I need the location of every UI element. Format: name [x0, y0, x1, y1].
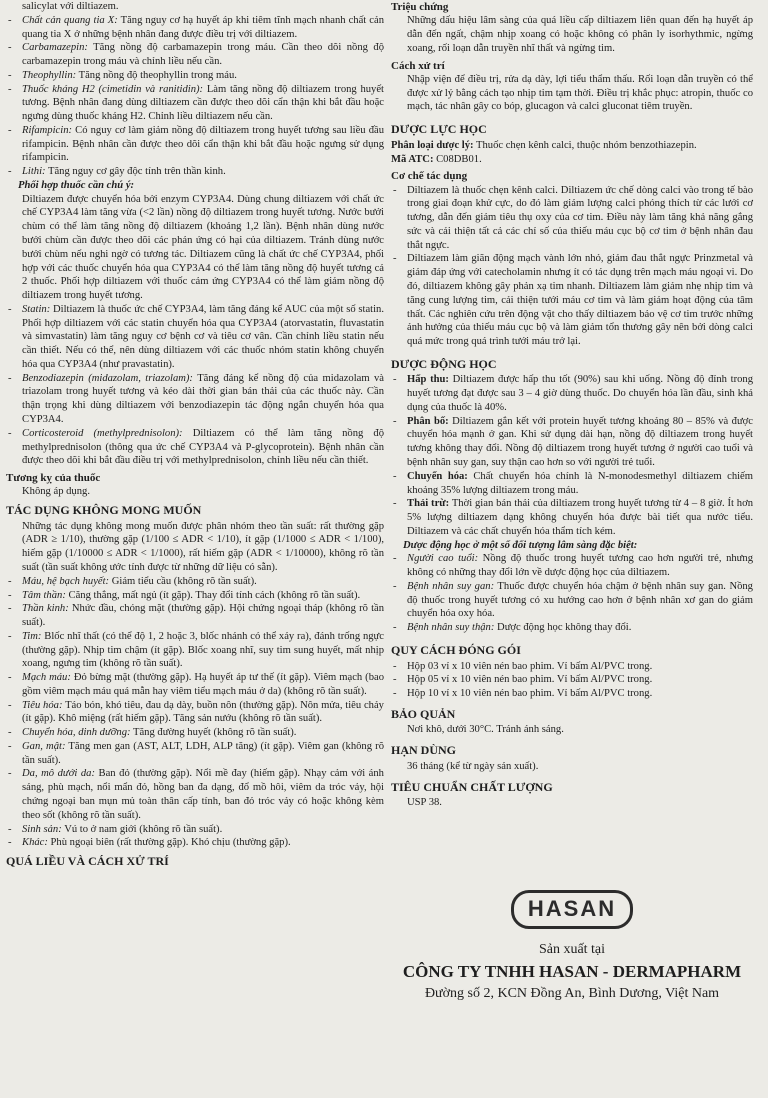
ae-list [6, 575, 384, 850]
pk-list [391, 373, 753, 538]
interaction-list-2 [6, 303, 384, 468]
standard-heading: TIÊU CHUẨN CHẤT LƯỢNG [391, 779, 553, 794]
pd-heading: DƯỢC LỰC HỌC [391, 122, 487, 137]
pk-special-heading: Dược động học ở một số đối tượng lâm sàng đặc biệt: [403, 539, 638, 551]
hasan-logo: HASAN [511, 890, 633, 929]
list-item: - Khác: Phù ngoại biên (rất thường gặp). Khó chịu (thường gặp). [8, 837, 291, 849]
list-item: - Hộp 03 vỉ x 10 viên nén bao phim. Vỉ bấm Al/PVC trong. [393, 660, 653, 672]
list-item: - Da, mô dưới da: Ban đỏ (thường gặp). Nổi mề đay (hiếm gặp). Nhạy cảm với ánh sáng, phù mạch, nổi mẩn đỏ, hồng ban đa dạng, đổ mồ hôi, viêm da tróc vảy, hội chứng ngoại ban mụn mủ toàn thân cấp tính, ban đỏ tróc vảy có hoặc không kèm theo sốt (không rõ tần suất). [8, 768, 384, 821]
storage-text: Nơi khô, dưới 30°C. Tránh ánh sáng. [407, 724, 564, 736]
list-item: - Benzodiazepin (midazolam, triazolam): Tăng đáng kể nồng độ của midazolam và triazolam trong huyết tương và kéo dài thời gian bán thải của các thuốc này. Cần thận trọng khi dùng diltiazem với benzodiazepin tác động ngắn chuyển hóa qua CYP3A4. [8, 372, 384, 425]
list-item: - Gan, mật: Tăng men gan (AST, ALT, LDH, ALP tăng) (ít gặp). Viêm gan (không rõ tần suất). [8, 740, 384, 766]
symptoms-text: Những dấu hiệu lâm sàng của quá liều cấp diltiazem liên quan đến hạ huyết áp dẫn đến ngất, chậm nhịp xoang có hoặc không có phân ly isorhythmic, ngừng xoang, rối loạn dẫn truyền nhĩ thất và ngừng tim. [407, 15, 753, 54]
logo-area [391, 890, 753, 929]
list-item: - Mạch máu: Đỏ bừng mặt (thường gặp). Hạ huyết áp tư thế (ít gặp). Viêm mạch (bao gồm viêm mạch máu quá mẫn hay viêm tiểu mạch máu ở da) (không rõ tần suất). [8, 672, 384, 697]
list-item: - Chuyển hóa, dinh dưỡng: Tăng đường huyết (không rõ tần suất). [8, 727, 297, 739]
pack-heading: QUY CÁCH ĐÓNG GÓI [391, 642, 521, 657]
list-item: - Thuốc kháng H2 (cimetidin và ranitidin): Làm tăng nồng độ diltiazem trong huyết tương. Bệnh nhân đang dùng diltiazem cần được theo dõi cẩn thận khi bắt đầu hoặc ngưng dùng thuốc kháng H2. Chỉnh liều diltiazem nếu cần. [8, 83, 384, 123]
shelf-heading: HẠN DÙNG [391, 743, 456, 758]
pack-list [391, 660, 753, 701]
pd-group: Phân loại dược lý: Thuốc chẹn kênh calci, thuộc nhóm benzothiazepin. [391, 139, 697, 151]
list-item: - Bệnh nhân suy gan: Thuốc được chuyển hóa chậm ở bệnh nhân suy gan. Nồng độ thuốc trong huyết tương có xu hướng cao hơn ở bệnh nhân xơ gan do giảm chuyển hóa oxy hóa. [393, 580, 753, 620]
pk-special-list [391, 552, 753, 635]
standard-text: USP 38. [407, 797, 442, 809]
list-item: - Hấp thu: Diltiazem được hấp thu tốt (90%) sau khi uống. Nồng độ đỉnh trong huyết tương đạt được sau 3 – 4 giờ dùng thuốc. Do chuyển hóa lần đầu, sinh khả dụng của thuốc là 40%. [393, 374, 753, 413]
list-item: - Sinh sản: Vú to ở nam giới (không rõ tần suất). [8, 823, 223, 835]
list-item: - Theophyllin: Tăng nồng độ theophyllin trong máu. [8, 69, 237, 81]
treatment-heading: Cách xử trí [391, 59, 445, 72]
storage-heading: BẢO QUẢN [391, 706, 456, 721]
shelf-text: 36 tháng (kể từ ngày sản xuất). [407, 760, 539, 772]
list-item: - Chuyển hóa: Chất chuyển hóa chính là N-monodesmethyl diltiazem chiếm khoảng 35% lượng diltiazem trong máu. [393, 470, 753, 496]
moa-heading: Cơ chế tác dụng [391, 170, 468, 183]
list-item: - Thần kinh: Nhức đầu, chóng mặt (thường gặp). Hội chứng ngoại tháp (không rõ tần suất). [8, 603, 385, 629]
list-item: - Phân bố: Diltiazem gắn kết với protein huyết tương khoảng 80 – 85% và được chuyển hóa mạnh ở gan. Khi sử dụng dài hạn, nồng độ diltiazem trong huyết tương không thay đổi. Nồng độ diltiazem trong huyết tương ở người cao tuổi và bệnh nhân suy gan, suy thận cao hơn so với người trẻ tuổi. [393, 415, 753, 468]
combo-text: Diltiazem được chuyển hóa bởi enzym CYP3A4. Dùng chung diltiazem với chất ức chế CYP3A4 làm tăng vừa (<2 lần) nồng độ diltiazem trong huyết tương. Nước bưởi chùm có thể làm tăng nồng độ diltiazem (khoảng 1,2 lần). Bệnh nhân dùng nước bưởi chùm cần được theo dõi các phản ứng có hại của diltiazem. Tránh dùng nước bưởi chùm nếu nghi ngờ có tương tác. Diltiazem cũng là chất ức chế CYP3A4, phối hợp với các thuốc chuyển hóa qua CYP3A4 có thể làm tăng nồng độ huyết tương cả 2 thuốc. Phối hợp diltiazem với thuốc cảm ứng CYP3A4 có thể làm giảm nồng độ diltiazem trong huyết tương. [22, 193, 384, 302]
made-in-label: Sản xuất tại [538, 941, 606, 957]
ae-intro: Những tác dụng không mong muốn được phân nhóm theo tần suất: rất thường gặp (ADR ≥ 1/10), thường gặp (1/100 ≤ ADR < 1/10), ít gặp (1/1000 ≤ ADR < 1/100), hiếm gặp (1/10000 ≤ ADR < 1/1000), rất hiếm gặp (ADR < 1/10000), không rõ tần suất (tần suất không ước tính được từ những dữ liệu có sẵn). [22, 520, 384, 573]
compat-text: Không áp dụng. [22, 486, 90, 498]
intro-line: salicylat với diltiazem. [22, 1, 119, 12]
treatment-text: Nhập viện để điều trị, rửa dạ dày, lợi tiểu thẩm thấu. Rối loạn dẫn truyền có thể được xử lý bằng cách tạo nhịp tim tạm thời. Điều trị khắc phục: atropin, thuốc co mạch, tác nhân gây co bóp, glucagon và calci gluconat tiêm truyền. [407, 73, 753, 113]
list-item: - Thải trừ: Thời gian bán thải của diltiazem trong huyết tương từ 4 – 8 giờ. Ít hơn 5% lượng diltiazem dạng không chuyển hóa được bài tiết qua nước tiểu. Diltiazem và các chất chuyển hóa thẩm tích kém. [393, 498, 753, 537]
list-item: - Hộp 05 vỉ x 10 viên nén bao phim. Vỉ bấm Al/PVC trong. [393, 674, 653, 686]
company-name: CÔNG TY TNHH HASAN - DERMAPHARM [402, 961, 742, 981]
symptoms-heading: Triệu chứng [391, 1, 449, 13]
list-item: - Máu, hệ bạch huyết: Giảm tiểu cầu (không rõ tần suất). [8, 575, 257, 587]
list-item: - Hộp 10 vỉ x 10 viên nén bao phim. Vỉ bấm Al/PVC trong. [393, 688, 653, 700]
list-item: - Tim: Blốc nhĩ thất (có thể độ 1, 2 hoặc 3, blốc nhánh có thể xảy ra), đánh trống ngực (thường gặp). Nhịp tim chậm (ít gặp). Blốc xoang nhĩ, suy tim sung huyết, mất nhịp xoang, ngưng tim (không rõ tần suất). [8, 630, 384, 670]
list-item: - Tâm thần: Căng thẳng, mất ngủ (ít gặp). Thay đổi tính cách (không rõ tần suất). [8, 589, 361, 601]
list-item: - Diltiazem làm giãn động mạch vành lớn nhỏ, giảm đau thắt ngực Prinzmetal và giảm đáp ứng với catecholamin nhưng ít có tác dụng trên mạch máu ngoại vi. Do đó, diltiazem không gây phản xạ tim nhanh. Diltiazem làm giảm nhẹ nhịp tim và tăng cung lượng tim, cải thiện tưới máu cơ tim và làm giảm hoạt động của tâm thất. Các nghiên cứu trên động vật cho thấy diltiazem bảo vệ cơ tim trước những ảnh hưởng của thiếu máu cục bộ và làm giảm tổn thương gây nên bởi dòng calci quá mức trong quá trình tưới máu trở lại. [393, 253, 753, 348]
list-item: - Tiêu hóa: Táo bón, khó tiêu, đau dạ dày, buồn nôn (thường gặp). Nôn mửa, tiêu chảy (ít gặp). Khô miệng (rất hiếm gặp). Tăng sản nướu (không rõ tần suất). [8, 699, 384, 725]
list-item: - Carbamazepin: Tăng nồng độ carbamazepin trong máu. Cần theo dõi nồng độ carbamazepin trong máu và chỉnh liều nếu cần. [8, 42, 384, 68]
company-address: Đường số 2, KCN Đồng An, Bình Dương, Việt Nam [424, 985, 720, 1001]
moa-list [391, 184, 753, 349]
list-item: - Chất cản quang tia X: Tăng nguy cơ hạ huyết áp khi tiêm tĩnh mạch nhanh chất cản quang tia X ở những bệnh nhân đang được điều trị với diltiazem. [8, 14, 384, 40]
pk-heading: DƯỢC ĐỘNG HỌC [391, 356, 497, 371]
ae-heading: TÁC DỤNG KHÔNG MONG MUỐN [6, 503, 202, 518]
list-item: - Diltiazem là thuốc chẹn kênh calci. Diltiazem ức chế dòng calci vào trong tế bào trong giai đoạn khử cực, do đó làm giảm lượng calci phóng thích từ các lưới cơ tương, dẫn đến giảm tiêu thụ oxy của cơ tim. Điều này làm tăng khả năng gắng sức và cải thiện tất cả các chỉ số của thiếu máu cục bộ cơ tim ở bệnh nhân đau thắt ngực. [393, 184, 753, 251]
overdose-heading: QUÁ LIỀU VÀ CÁCH XỬ TRÍ [6, 854, 169, 869]
interaction-list [6, 14, 384, 179]
left-column [6, 0, 384, 871]
right-column [391, 0, 753, 1003]
combo-heading: Phối hợp thuốc cần chú ý: [18, 179, 135, 191]
list-item: - Corticosteroid (methylprednisolon): Diltiazem có thể làm tăng nồng độ methylprednisolon (thông qua ức chế CYP3A4 và P-glycoprotein). Bệnh nhân cần được theo dõi khi bắt đầu điều trị với methylprednisolon, chỉnh liều nếu cần thiết. [8, 427, 385, 467]
list-item: - Bệnh nhân suy thận: Dược động học không thay đổi. [393, 622, 632, 634]
list-item: - Người cao tuổi: Nồng độ thuốc trong huyết tương cao hơn người trẻ, nhưng không có những thay đổi lớn về dược động học của diltiazem. [393, 553, 753, 579]
list-item: - Rifampicin: Có nguy cơ làm giảm nồng độ diltiazem trong huyết tương sau liều đầu rifampicin. Bệnh nhân cần được theo dõi cẩn thận khi bắt đầu hoặc ngưng sử dụng rifampicin. [8, 124, 384, 164]
list-item: - Statin: Diltiazem là thuốc ức chế CYP3A4, làm tăng đáng kể AUC của một số statin. Phối hợp diltiazem với các statin chuyển hóa qua CYP3A4 (atorvastatin, fluvastatin và simvastatin) làm tăng nguy cơ bệnh cơ và tiêu cơ vân. Cần chỉnh liều statin nếu cần thiết. Nếu có thể, nên dùng diltiazem với các thuốc nhóm statin không chuyển hóa qua CYP3A4 (như pravastatin). [8, 303, 384, 370]
atc-code: Mã ATC: C08DB01. [391, 153, 482, 165]
compat-heading: Tương kỵ của thuốc [6, 472, 101, 485]
list-item: - Lithi: Tăng nguy cơ gây độc tính trên thần kinh. [8, 166, 226, 178]
